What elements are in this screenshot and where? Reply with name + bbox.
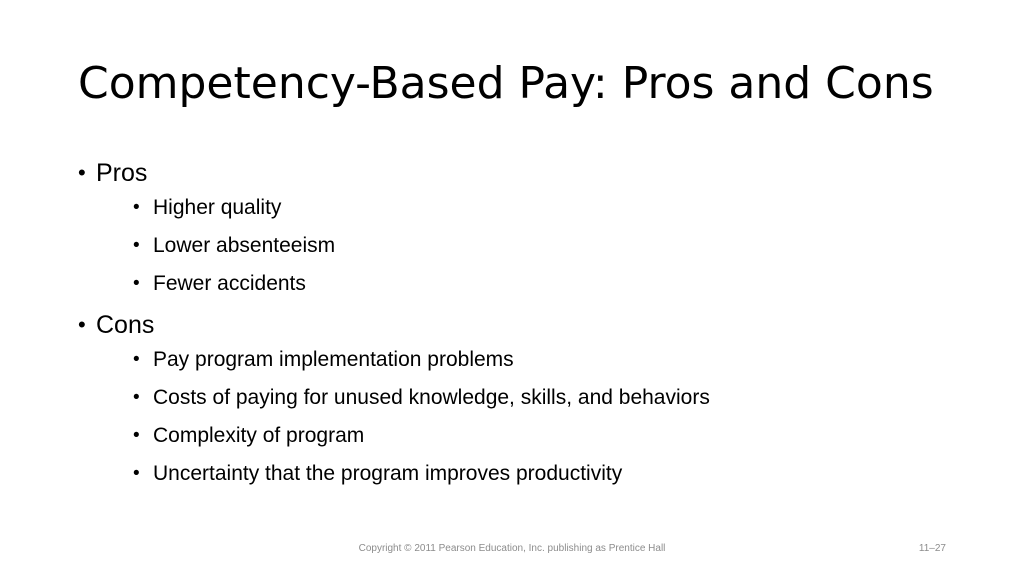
bullet-icon: • (133, 273, 140, 294)
slide-title: Competency-Based Pay: Pros and Cons (78, 58, 934, 109)
list-item-text: Fewer accidents (153, 272, 306, 295)
list-item-text: Pay program implementation problems (153, 348, 514, 371)
list-item (96, 193, 710, 223)
section-label: Pros (96, 159, 148, 187)
section-label: Cons (96, 311, 155, 339)
list-item (96, 383, 710, 413)
bullet-icon: • (133, 235, 140, 256)
list-item (96, 231, 710, 261)
bullet-icon: • (133, 387, 140, 408)
list-item-text: Uncertainty that the program improves productivity (153, 462, 623, 485)
list-item (96, 345, 710, 375)
bullet-icon: • (78, 160, 86, 185)
cons-list (96, 345, 710, 489)
list-item (96, 269, 710, 299)
list-item-text: Complexity of program (153, 424, 365, 447)
bullet-icon: • (133, 463, 140, 484)
section-pros (78, 155, 710, 299)
bullet-list (78, 155, 710, 497)
bullet-icon: • (78, 312, 86, 337)
list-item-text: Higher quality (153, 196, 282, 219)
bullet-icon: • (133, 349, 140, 370)
section-cons (78, 307, 710, 489)
bullet-icon: • (133, 425, 140, 446)
list-item-text: Costs of paying for unused knowledge, skills, and behaviors (153, 386, 710, 409)
list-item-text: Lower absenteeism (153, 234, 336, 257)
list-item (96, 421, 710, 451)
list-item (96, 459, 710, 489)
page-number: 11–27 (918, 543, 946, 554)
bullet-icon: • (133, 197, 140, 218)
pros-list (96, 193, 710, 299)
footer-copyright: Copyright © 2011 Pearson Education, Inc. publishing as Prentice Hall (358, 543, 666, 554)
